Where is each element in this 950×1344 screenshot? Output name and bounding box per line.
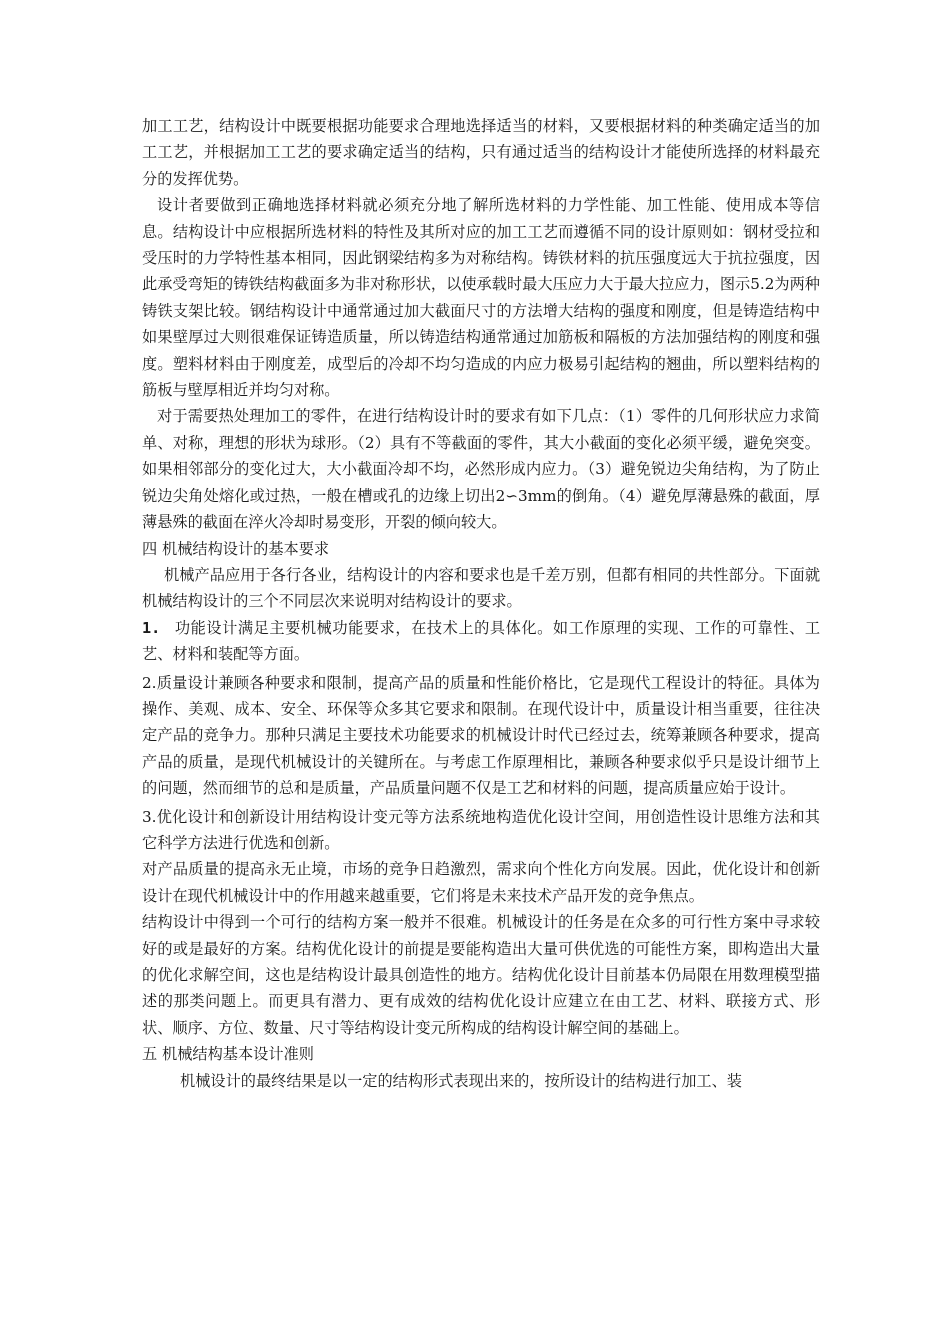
paragraph-structure-optimization: 结构设计中得到一个可行的结构方案一般并不很难。机械设计的任务是在众多的可行性方案中寻求较好的或是最好的方案。结构优化设计的前提是要能构造出大量可供优选的可能性方案，即构造出大量的优化求解空间，这也是结构设计最具创造性的地方。结构优化设计目前基本仍局限在用数理模型描述的那类问题上。而更具有潜力、更有成效的结构优化设计应建立在由工艺、材料、联接方式、形状、顺序、方位、数量、尺寸等结构设计变元所构成的结构设计解空间的基础上。 <box>142 913 820 1037</box>
section-heading-5: 五 机械结构基本设计准则 <box>142 1045 314 1064</box>
requirement-item-3: 3.优化设计和创新设计用结构设计变元等方法系统地构造优化设计空间，用创造性设计思维方法和其它科学方法进行优选和创新。 <box>142 807 820 852</box>
document-page <box>142 113 820 1094</box>
requirement-item-1-number: 1. <box>142 618 161 637</box>
section-heading-4: 四 机械结构设计的基本要求 <box>142 539 330 558</box>
paragraph-quality-competition: 对产品质量的提高永无止境，市场的竞争日趋激烈，需求向个性化方向发展。因此，优化设计和创新设计在现代机械设计中的作用越来越重要，它们将是未来技术产品开发的竞争焦点。 <box>142 860 820 905</box>
section-5-intro: 机械设计的最终结果是以一定的结构形式表现出来的，按所设计的结构进行加工、装 <box>180 1071 742 1090</box>
requirement-item-2: 2.质量设计兼顾各种要求和限制，提高产品的质量和性能价格比，它是现代工程设计的特征。具体为操作、美观、成本、安全、环保等众多其它要求和限制。在现代设计中，质量设计相当重要，往往决定产品的竞争力。那种只满足主要技术功能要求的机械设计时代已经过去，统筹兼顾各种要求，提高产品的质量，是现代机械设计的关键所在。与考虑工作原理相比，兼顾各种要求似乎只是设计细节上的问题，然而细节的总和是质量，产品质量问题不仅是工艺和材料的问题，提高质量应始于设计。 <box>142 673 820 798</box>
requirement-item-1-text: 功能设计满足主要机械功能要求，在技术上的具体化。如工作原理的实现、工作的可靠性、工艺、材料和装配等方面。 <box>142 618 820 664</box>
paragraph-material-selection: 设计者要做到正确地选择材料就必须充分地了解所选材料的力学性能、加工性能、使用成本等信息。结构设计中应根据所选材料的特性及其所对应的加工工艺而遵循不同的设计原则如：钢材受拉和受压时的力学特性基本相同，因此钢梁结构多为对称结构。铸铁材料的抗压强度远大于抗拉强度，因此承受弯矩的铸铁结构截面多为非对称形状，以使承载时最大压应力大于最大拉应力，图示5.2为两种铸铁支架比较。钢结构设计中通常通过加大截面尺寸的方法增大结构的强度和刚度，但是铸造结构中如果壁厚过大则很难保证铸造质量，所以铸造结构通常通过加筋板和隔板的方法加强结构的刚度和强度。塑料材料由于刚度差，成型后的冷却不均匀造成的内应力极易引起结构的翘曲，所以塑料结构的筋板与壁厚相近并均匀对称。 <box>142 196 820 400</box>
section-4-intro: 机械产品应用于各行各业，结构设计的内容和要求也是千差万别，但都有相同的共性部分。下面就机械结构设计的三个不同层次来说明对结构设计的要求。 <box>142 565 820 611</box>
paragraph-material-process: 加工工艺，结构设计中既要根据功能要求合理地选择适当的材料，又要根据材料的种类确定适当的加工工艺，并根据加工工艺的要求确定适当的结构，只有通过适当的结构设计才能使所选择的材料最充分的发挥优势。 <box>142 117 820 188</box>
paragraph-heat-treatment: 对于需要热处理加工的零件，在进行结构设计时的要求有如下几点：（1）零件的几何形状应力求简单、对称，理想的形状为球形。（2）具有不等截面的零件，其大小截面的变化必须平缓，避免突变。如果相邻部分的变化过大，大小截面冷却不均，必然形成内应力。（3）避免锐边尖角结构，为了防止锐边尖角处熔化或过热，一般在槽或孔的边缘上切出2∽3mm的倒角。（4）避免厚薄悬殊的截面，厚薄悬殊的截面在淬火冷却时易变形，开裂的倾向较大。 <box>142 407 820 532</box>
requirement-item-1 <box>142 615 820 668</box>
